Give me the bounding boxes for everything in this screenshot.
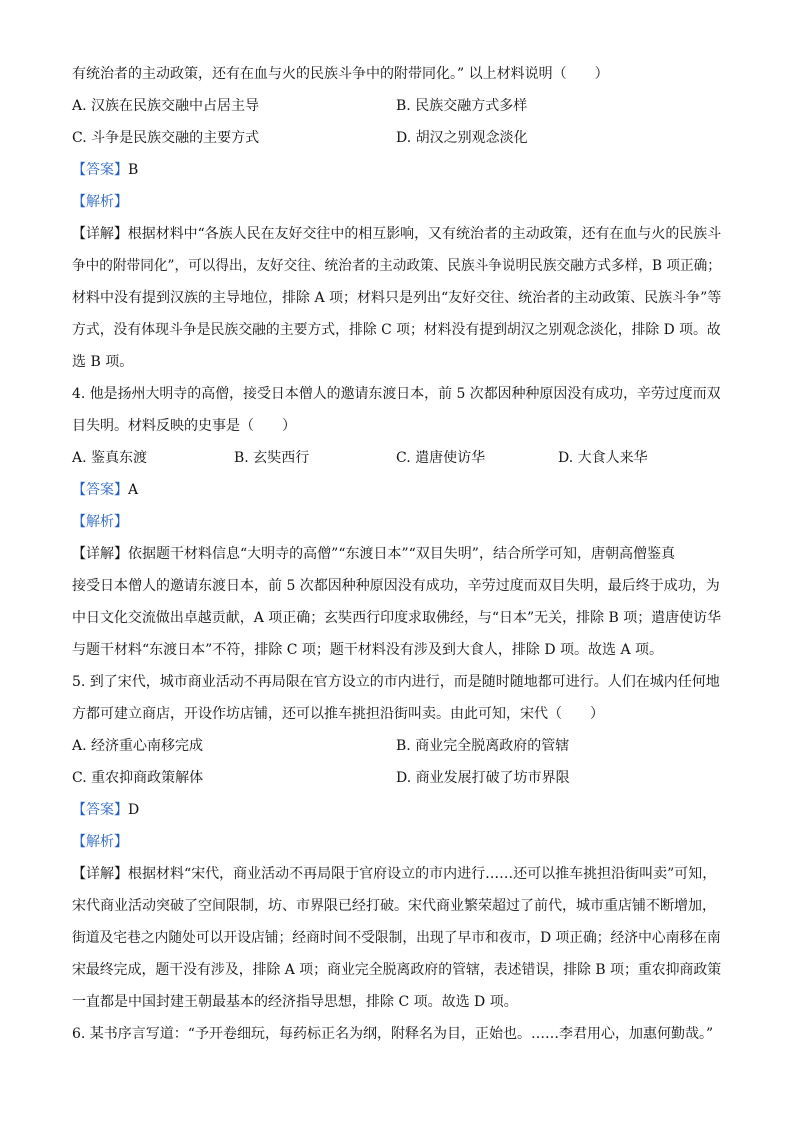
q4-detail-line: 与题干材料“东渡日本”不符，排除 C 项；题干材料没有涉及到大食人，排除 D 项。故选 A 项。: [72, 642, 664, 658]
q4-detail-line: [72, 544, 675, 564]
detail-text: 根据材料中“各族人民在友好交往中的相互影响，又有统治者的主动政策，还有在血与火的民族斗: [127, 226, 722, 242]
q4-stem-line: 目失明。材料反映的史事是（ ）: [72, 418, 296, 434]
q3-option-c: C. 斗争是民族交融的主要方式: [72, 130, 260, 146]
q4-answer: [72, 480, 138, 500]
q3-option-b: B. 民族交融方式多样: [396, 98, 528, 114]
answer-label: 【答案】: [72, 482, 128, 498]
q3-detail-line: 争中的附带同化”，可以得出，友好交往、统治者的主动政策、民族斗争说明民族交融方式多样，B 项正确；: [72, 258, 721, 274]
detail-label: 【详解】: [72, 226, 128, 242]
q4-option-c: C. 遣唐使访华: [396, 450, 486, 466]
q6-stem-line: 6. 某书序言写道：“予开卷细玩，每药标正名为纲，附释名为目，正始也。……李君用心，加惠何勤哉。”: [72, 1026, 714, 1042]
detail-text: 根据材料“宋代，商业活动不再局限于官府设立的市内进行……还可以推车挑担沿街叫卖”可知，: [128, 866, 717, 882]
detail-text: 依据题干材料信息“大明寺的高僧”“东渡日本”“双目失明”，结合所学可知，唐朝高僧鉴真: [128, 546, 675, 562]
q5-analysis-label: [72, 832, 128, 852]
q3-option-a: A. 汉族在民族交融中占居主导: [72, 98, 260, 114]
q3-analysis-label: [72, 192, 128, 212]
detail-label: 【详解】: [72, 546, 128, 562]
answer-value: A: [128, 482, 139, 498]
q4-option-a: A. 鉴真东渡: [72, 450, 148, 466]
q5-detail-line: [72, 864, 716, 884]
q4-option-b: B. 玄奘西行: [234, 450, 310, 466]
q4-stem-line: 4. 他是扬州大明寺的高僧，接受日本僧人的邀请东渡日本，前 5 次都因种种原因没有成功，辛劳过度而双: [72, 386, 721, 402]
q3-detail-line: [72, 224, 721, 244]
q5-detail-line: 街道及宅巷之内随处可以开设店铺；经商时间不受限制，出现了早市和夜市，D 项正确；经济中心南移在南: [72, 930, 721, 946]
detail-label: 【详解】: [72, 866, 128, 882]
q5-detail-line: 宋代商业活动突破了空间限制，坊、市界限已经打破。宋代商业繁荣超过了前代，城市重店铺不断增加，: [72, 898, 716, 914]
answer-label: 【答案】: [72, 802, 128, 818]
answer-value: D: [128, 802, 140, 818]
q5-answer: [72, 800, 139, 820]
q3-detail-line: 方式，没有体现斗争是民族交融的主要方式，排除 C 项；材料没有提到胡汉之别观念淡化，排除 D 项。故: [72, 322, 721, 338]
q5-option-a: A. 经济重心南移完成: [72, 738, 204, 754]
q3-stem-tail: 有统治者的主动政策，还有在血与火的民族斗争中的附带同化。” 以上材料说明（ ）: [72, 66, 609, 82]
answer-label: 【答案】: [72, 162, 128, 178]
q3-detail-line: 材料中没有提到汉族的主导地位，排除 A 项；材料只是列出“友好交往、统治者的主动政策、民族斗争”等: [72, 290, 722, 306]
q4-detail-line: 中日文化交流做出卓越贡献，A 项正确；玄奘西行印度求取佛经，与“日本”无关，排除 B 项；遣唐使访华: [72, 610, 722, 626]
q4-detail-line: 接受日本僧人的邀请东渡日本，前 5 次都因种种原因没有成功，辛劳过度而双目失明，最后终于成功，为: [72, 578, 720, 594]
q5-option-d: D. 商业发展打破了坊市界限: [396, 770, 570, 786]
q4-option-d: D. 大食人来华: [558, 450, 648, 466]
q3-option-d: D. 胡汉之别观念淡化: [396, 130, 528, 146]
q5-option-b: B. 商业完全脱离政府的管辖: [396, 738, 570, 754]
analysis-label: 【解析】: [72, 514, 128, 530]
analysis-label: 【解析】: [72, 834, 128, 850]
q5-stem-line: 方都可建立商店，开设作坊店铺，还可以推车挑担沿街叫卖。由此可知，宋代（ ）: [72, 706, 604, 722]
analysis-label: 【解析】: [72, 194, 128, 210]
q3-answer: [72, 160, 138, 180]
q3-detail-line: 选 B 项。: [72, 354, 134, 370]
q5-stem-line: 5. 到了宋代，城市商业活动不再局限在官方设立的市内进行，而是随时随地都可进行。人们在城内任何地: [72, 674, 720, 690]
q5-option-c: C. 重农抑商政策解体: [72, 770, 204, 786]
q5-detail-line: 宋最终完成，题干没有涉及，排除 A 项；商业完全脱离政府的管辖，表述错误，排除 B 项；重农抑商政策: [72, 962, 722, 978]
answer-value: B: [128, 162, 139, 178]
q5-detail-line: 一直都是中国封建王朝最基本的经济指导思想，排除 C 项。故选 D 项。: [72, 994, 518, 1010]
q4-analysis-label: [72, 512, 128, 532]
